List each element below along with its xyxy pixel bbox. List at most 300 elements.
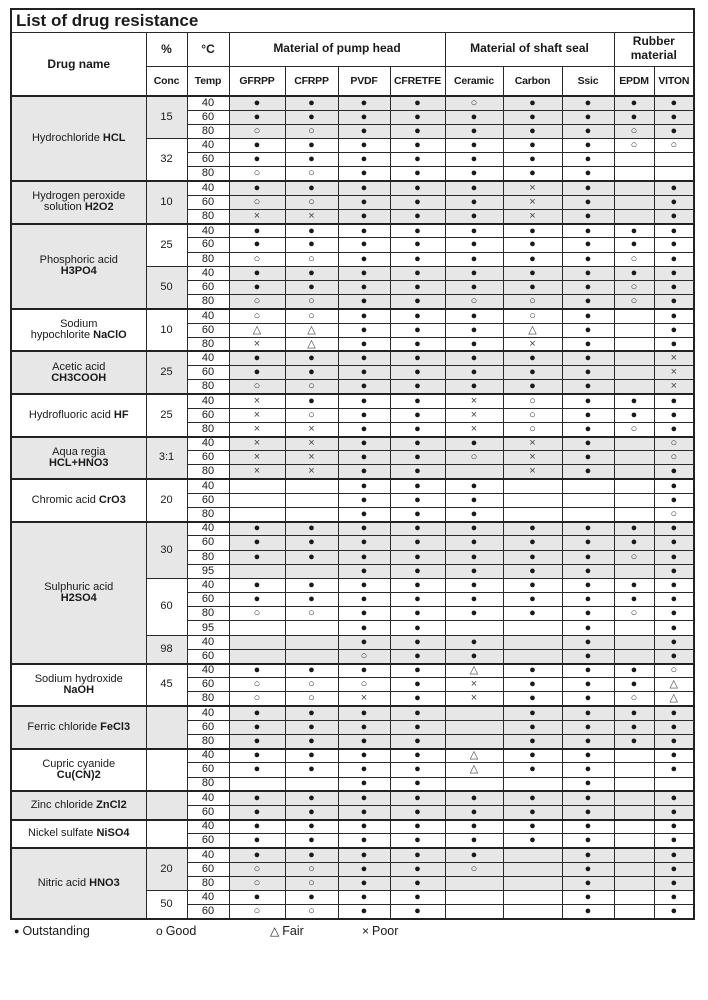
- rating-cell: [229, 621, 285, 635]
- rating-cell: [503, 891, 562, 905]
- conc-cell: 20: [146, 479, 187, 522]
- rating-cell: ●: [229, 720, 285, 734]
- rating-cell: ●: [390, 465, 445, 479]
- conc-cell: 25: [146, 224, 187, 267]
- rating-cell: ●: [562, 607, 614, 621]
- rating-cell: ○: [654, 437, 694, 451]
- rating-cell: ●: [390, 451, 445, 465]
- temp-cell: 60: [187, 408, 229, 422]
- rating-cell: ●: [229, 224, 285, 238]
- temp-cell: 80: [187, 692, 229, 706]
- temp-cell: 80: [187, 337, 229, 351]
- rating-cell: ●: [285, 664, 338, 678]
- rating-cell: ●: [562, 876, 614, 890]
- temp-cell: 40: [187, 437, 229, 451]
- drug-name-line: Cupric cyanide: [42, 757, 116, 770]
- col-header-gfrpp: GFRPP: [229, 66, 285, 96]
- rating-cell: ○: [654, 507, 694, 521]
- rating-cell: ●: [562, 578, 614, 592]
- rating-cell: ○: [338, 649, 390, 663]
- rating-cell: ●: [390, 777, 445, 791]
- rating-cell: [614, 777, 654, 791]
- rating-cell: ●: [562, 777, 614, 791]
- rating-cell: ●: [229, 834, 285, 848]
- rating-cell: [614, 763, 654, 777]
- temp-cell: 60: [187, 649, 229, 663]
- rating-cell: ●: [654, 238, 694, 252]
- rating-cell: ○: [229, 295, 285, 309]
- rating-cell: ●: [390, 649, 445, 663]
- rating-cell: ●: [390, 607, 445, 621]
- rating-cell: ●: [503, 96, 562, 110]
- rating-cell: ●: [445, 791, 503, 805]
- drug-name-cell: [11, 791, 146, 819]
- rating-cell: ●: [390, 578, 445, 592]
- rating-cell: [285, 564, 338, 578]
- drug-name-cell: [11, 664, 146, 707]
- rating-cell: ●: [390, 664, 445, 678]
- conc-cell: 10: [146, 181, 187, 224]
- rating-cell: ●: [285, 763, 338, 777]
- rating-cell: [614, 635, 654, 649]
- drug-name-cell: [11, 437, 146, 480]
- rating-cell: ○: [285, 408, 338, 422]
- rating-cell: ●: [229, 891, 285, 905]
- legend: [10, 923, 693, 939]
- rating-cell: ○: [285, 124, 338, 138]
- rating-cell: ●: [503, 139, 562, 153]
- rating-cell: ●: [654, 224, 694, 238]
- rating-cell: ●: [503, 351, 562, 365]
- table-body: [11, 96, 694, 919]
- rating-cell: ●: [562, 692, 614, 706]
- rating-cell: ●: [390, 848, 445, 862]
- rating-cell: ●: [654, 564, 694, 578]
- legend-label: Fair: [282, 923, 304, 938]
- rating-cell: ●: [390, 493, 445, 507]
- rating-cell: [562, 507, 614, 521]
- rating-cell: △: [285, 337, 338, 351]
- rating-cell: ●: [390, 266, 445, 280]
- temp-cell: 40: [187, 891, 229, 905]
- rating-cell: ●: [285, 366, 338, 380]
- temp-cell: 40: [187, 351, 229, 365]
- rating-cell: ●: [614, 578, 654, 592]
- rating-cell: ●: [390, 337, 445, 351]
- rating-cell: ●: [390, 507, 445, 521]
- rating-cell: [229, 564, 285, 578]
- temp-cell: 40: [187, 479, 229, 493]
- rating-cell: ○: [503, 394, 562, 408]
- rating-cell: ×: [229, 408, 285, 422]
- rating-cell: ●: [229, 734, 285, 748]
- rating-cell: ●: [654, 905, 694, 919]
- rating-cell: [614, 749, 654, 763]
- rating-cell: [503, 905, 562, 919]
- rating-cell: ●: [390, 280, 445, 294]
- rating-cell: ●: [390, 536, 445, 550]
- rating-cell: ●: [390, 394, 445, 408]
- rating-cell: ●: [390, 351, 445, 365]
- rating-cell: ●: [503, 238, 562, 252]
- table-row: [11, 522, 694, 536]
- temp-cell: 60: [187, 593, 229, 607]
- rating-cell: ●: [285, 578, 338, 592]
- temp-cell: 80: [187, 124, 229, 138]
- rating-cell: [285, 621, 338, 635]
- rating-cell: ●: [445, 380, 503, 394]
- drug-name-cell: [11, 96, 146, 181]
- group-header-rubber: Rubber material: [614, 32, 694, 66]
- rating-cell: ●: [390, 834, 445, 848]
- rating-cell: ●: [338, 465, 390, 479]
- rating-cell: ○: [614, 607, 654, 621]
- legend-item-outstanding: [14, 924, 156, 938]
- rating-cell: ●: [614, 734, 654, 748]
- rating-cell: ●: [338, 578, 390, 592]
- rating-cell: ●: [562, 210, 614, 224]
- rating-cell: [229, 635, 285, 649]
- rating-cell: [285, 479, 338, 493]
- rating-cell: ●: [503, 366, 562, 380]
- rating-cell: ●: [562, 124, 614, 138]
- rating-cell: ●: [654, 181, 694, 195]
- rating-cell: ●: [338, 280, 390, 294]
- rating-cell: ○: [445, 96, 503, 110]
- rating-cell: [503, 493, 562, 507]
- rating-cell: ●: [562, 536, 614, 550]
- conc-cell: 98: [146, 635, 187, 663]
- rating-cell: ●: [285, 280, 338, 294]
- rating-cell: ●: [503, 550, 562, 564]
- rating-cell: ●: [445, 507, 503, 521]
- rating-cell: [445, 905, 503, 919]
- rating-cell: [614, 834, 654, 848]
- drug-name-line: NaOH: [63, 683, 95, 696]
- rating-cell: [503, 876, 562, 890]
- rating-cell: ●: [654, 578, 694, 592]
- temp-cell: 80: [187, 876, 229, 890]
- rating-cell: ×: [503, 465, 562, 479]
- table-row: [11, 181, 694, 195]
- col-header-ceramic: Ceramic: [445, 66, 503, 96]
- temp-cell: 60: [187, 493, 229, 507]
- rating-cell: ○: [614, 295, 654, 309]
- rating-cell: ●: [562, 280, 614, 294]
- rating-cell: ●: [390, 593, 445, 607]
- temp-cell: 60: [187, 905, 229, 919]
- rating-cell: ●: [503, 805, 562, 819]
- conc-cell: 20: [146, 848, 187, 891]
- rating-cell: [614, 479, 654, 493]
- rating-cell: [503, 507, 562, 521]
- rating-cell: ●: [562, 564, 614, 578]
- rating-cell: ●: [338, 777, 390, 791]
- temp-cell: 80: [187, 167, 229, 181]
- rating-cell: ○: [229, 678, 285, 692]
- rating-cell: ●: [562, 763, 614, 777]
- rating-cell: [614, 380, 654, 394]
- rating-cell: ●: [390, 805, 445, 819]
- drug-name-line: H2SO4: [60, 591, 97, 604]
- rating-cell: ●: [503, 280, 562, 294]
- temp-cell: 80: [187, 607, 229, 621]
- rating-cell: ●: [503, 266, 562, 280]
- rating-cell: ×: [338, 692, 390, 706]
- rating-cell: ×: [285, 210, 338, 224]
- temp-cell: 60: [187, 720, 229, 734]
- rating-cell: [445, 621, 503, 635]
- rating-cell: ●: [229, 550, 285, 564]
- rating-cell: ●: [445, 323, 503, 337]
- rating-cell: ●: [285, 351, 338, 365]
- rating-cell: ●: [562, 649, 614, 663]
- rating-cell: ×: [229, 422, 285, 436]
- drug-name-line: Hydrochloride HCL: [31, 132, 126, 145]
- rating-cell: ●: [338, 891, 390, 905]
- drug-name-line: Sodium hydroxide: [34, 672, 123, 685]
- rating-cell: ●: [338, 110, 390, 124]
- drug-name-line: Acetic acid: [52, 360, 106, 373]
- rating-cell: ●: [338, 564, 390, 578]
- rating-cell: ●: [229, 805, 285, 819]
- rating-cell: ●: [654, 706, 694, 720]
- rating-cell: [614, 195, 654, 209]
- rating-cell: ●: [562, 635, 614, 649]
- rating-cell: [445, 720, 503, 734]
- rating-cell: ●: [445, 607, 503, 621]
- conc-cell: 32: [146, 139, 187, 182]
- rating-cell: ●: [338, 351, 390, 365]
- rating-cell: ●: [562, 749, 614, 763]
- rating-cell: ●: [338, 195, 390, 209]
- rating-cell: ●: [562, 394, 614, 408]
- drug-name-cell: [11, 820, 146, 848]
- conc-cell: 60: [146, 578, 187, 635]
- rating-cell: [614, 848, 654, 862]
- temp-cell: 60: [187, 862, 229, 876]
- temp-cell: 60: [187, 451, 229, 465]
- rating-cell: [614, 337, 654, 351]
- rating-cell: ●: [338, 820, 390, 834]
- rating-cell: ●: [390, 749, 445, 763]
- drug-name-cell: [11, 181, 146, 224]
- temp-cell: 60: [187, 366, 229, 380]
- rating-cell: ●: [338, 834, 390, 848]
- rating-cell: ○: [229, 876, 285, 890]
- rating-cell: [614, 366, 654, 380]
- rating-cell: ●: [562, 195, 614, 209]
- temp-cell: 60: [187, 280, 229, 294]
- rating-cell: ○: [285, 607, 338, 621]
- rating-cell: [285, 507, 338, 521]
- rating-cell: ●: [654, 621, 694, 635]
- rating-cell: ●: [229, 706, 285, 720]
- rating-cell: ●: [390, 181, 445, 195]
- rating-cell: ×: [654, 366, 694, 380]
- temp-cell: 40: [187, 749, 229, 763]
- legend-item-fair: [270, 924, 362, 938]
- rating-cell: △: [445, 664, 503, 678]
- table-row: [11, 749, 694, 763]
- rating-cell: ×: [285, 422, 338, 436]
- rating-cell: ●: [229, 153, 285, 167]
- rating-cell: ×: [229, 465, 285, 479]
- rating-cell: ●: [654, 862, 694, 876]
- rating-cell: ●: [562, 862, 614, 876]
- rating-cell: ●: [338, 621, 390, 635]
- rating-cell: ○: [503, 408, 562, 422]
- rating-cell: ●: [562, 720, 614, 734]
- rating-cell: ●: [285, 522, 338, 536]
- rating-cell: ●: [503, 678, 562, 692]
- rating-cell: ●: [654, 493, 694, 507]
- rating-cell: ●: [285, 834, 338, 848]
- drug-name-line: Nitric acid HNO3: [37, 876, 120, 889]
- rating-cell: ○: [229, 380, 285, 394]
- table-row: [11, 351, 694, 365]
- rating-cell: ○: [614, 280, 654, 294]
- rating-cell: ●: [654, 465, 694, 479]
- rating-cell: △: [654, 692, 694, 706]
- rating-cell: ○: [285, 167, 338, 181]
- table-row: [11, 820, 694, 834]
- rating-cell: ●: [562, 706, 614, 720]
- rating-cell: ●: [445, 848, 503, 862]
- rating-cell: ●: [503, 734, 562, 748]
- rating-cell: ●: [338, 720, 390, 734]
- rating-cell: ●: [503, 536, 562, 550]
- temp-cell: 60: [187, 153, 229, 167]
- rating-cell: ●: [562, 593, 614, 607]
- rating-cell: ●: [445, 805, 503, 819]
- rating-cell: ●: [285, 181, 338, 195]
- drug-name-cell: [11, 224, 146, 309]
- rating-cell: ○: [503, 295, 562, 309]
- rating-cell: ●: [614, 664, 654, 678]
- good-symbol-icon: o: [156, 923, 163, 938]
- rating-cell: ●: [445, 437, 503, 451]
- rating-cell: [614, 493, 654, 507]
- temp-cell: 40: [187, 309, 229, 323]
- rating-cell: ●: [503, 578, 562, 592]
- temp-cell: 40: [187, 791, 229, 805]
- rating-cell: ●: [614, 678, 654, 692]
- rating-cell: ●: [445, 280, 503, 294]
- rating-cell: ●: [390, 408, 445, 422]
- header-row-groups: [11, 32, 694, 66]
- rating-cell: △: [445, 763, 503, 777]
- drug-name-cell: [11, 479, 146, 522]
- drug-name-cell: [11, 309, 146, 352]
- rating-cell: [654, 777, 694, 791]
- rating-cell: [614, 210, 654, 224]
- rating-cell: ○: [654, 664, 694, 678]
- rating-cell: ●: [445, 224, 503, 238]
- rating-cell: [614, 323, 654, 337]
- rating-cell: ●: [229, 139, 285, 153]
- rating-cell: △: [503, 323, 562, 337]
- drug-name-cell: [11, 394, 146, 437]
- drug-name-line: Hydrogen peroxide: [32, 190, 126, 203]
- rating-cell: ●: [562, 805, 614, 819]
- rating-cell: ●: [338, 734, 390, 748]
- rating-cell: ●: [654, 422, 694, 436]
- conc-cell: 45: [146, 664, 187, 707]
- drug-name-line: H3PO4: [60, 265, 97, 278]
- rating-cell: ×: [654, 351, 694, 365]
- rating-cell: ●: [285, 139, 338, 153]
- rating-cell: ○: [229, 692, 285, 706]
- rating-cell: ●: [390, 437, 445, 451]
- rating-cell: ●: [390, 763, 445, 777]
- rating-cell: ○: [229, 607, 285, 621]
- rating-cell: ●: [445, 834, 503, 848]
- rating-cell: ●: [390, 323, 445, 337]
- rating-cell: ○: [285, 862, 338, 876]
- rating-cell: ○: [285, 195, 338, 209]
- table-row: [11, 437, 694, 451]
- rating-cell: ●: [445, 366, 503, 380]
- rating-cell: ●: [229, 763, 285, 777]
- drug-name-line: Hydrofluoric acid HF: [28, 408, 129, 421]
- rating-cell: ●: [614, 394, 654, 408]
- rating-cell: ●: [562, 791, 614, 805]
- conc-cell: 50: [146, 266, 187, 309]
- rating-cell: ●: [562, 465, 614, 479]
- rating-cell: ●: [338, 167, 390, 181]
- rating-cell: ●: [654, 593, 694, 607]
- drug-name-line: Phosphoric acid: [39, 254, 118, 267]
- rating-cell: ●: [338, 664, 390, 678]
- rating-cell: ●: [445, 550, 503, 564]
- temp-cell: 40: [187, 706, 229, 720]
- rating-cell: [229, 507, 285, 521]
- rating-cell: ●: [503, 791, 562, 805]
- temp-cell: 60: [187, 834, 229, 848]
- rating-cell: ●: [562, 337, 614, 351]
- rating-cell: ●: [654, 309, 694, 323]
- rating-cell: ●: [562, 734, 614, 748]
- rating-cell: ●: [654, 195, 694, 209]
- rating-cell: ●: [390, 167, 445, 181]
- rating-cell: ○: [654, 451, 694, 465]
- rating-cell: ●: [285, 153, 338, 167]
- rating-cell: ●: [562, 167, 614, 181]
- legend-label: Outstanding: [22, 923, 90, 938]
- rating-cell: ●: [503, 820, 562, 834]
- rating-cell: [614, 437, 654, 451]
- rating-cell: ●: [614, 408, 654, 422]
- rating-cell: ●: [390, 366, 445, 380]
- table-row: [11, 309, 694, 323]
- temp-cell: 80: [187, 507, 229, 521]
- col-header-cfretfe: CFRETFE: [390, 66, 445, 96]
- rating-cell: ●: [503, 692, 562, 706]
- rating-cell: ●: [338, 252, 390, 266]
- rating-cell: ×: [445, 408, 503, 422]
- temp-cell: 40: [187, 522, 229, 536]
- rating-cell: ●: [503, 522, 562, 536]
- rating-cell: ●: [229, 522, 285, 536]
- rating-cell: △: [654, 678, 694, 692]
- rating-cell: ●: [654, 394, 694, 408]
- rating-cell: ○: [338, 678, 390, 692]
- rating-cell: ●: [654, 649, 694, 663]
- drug-name-cell: [11, 749, 146, 792]
- conc-cell: 50: [146, 891, 187, 919]
- rating-cell: [654, 167, 694, 181]
